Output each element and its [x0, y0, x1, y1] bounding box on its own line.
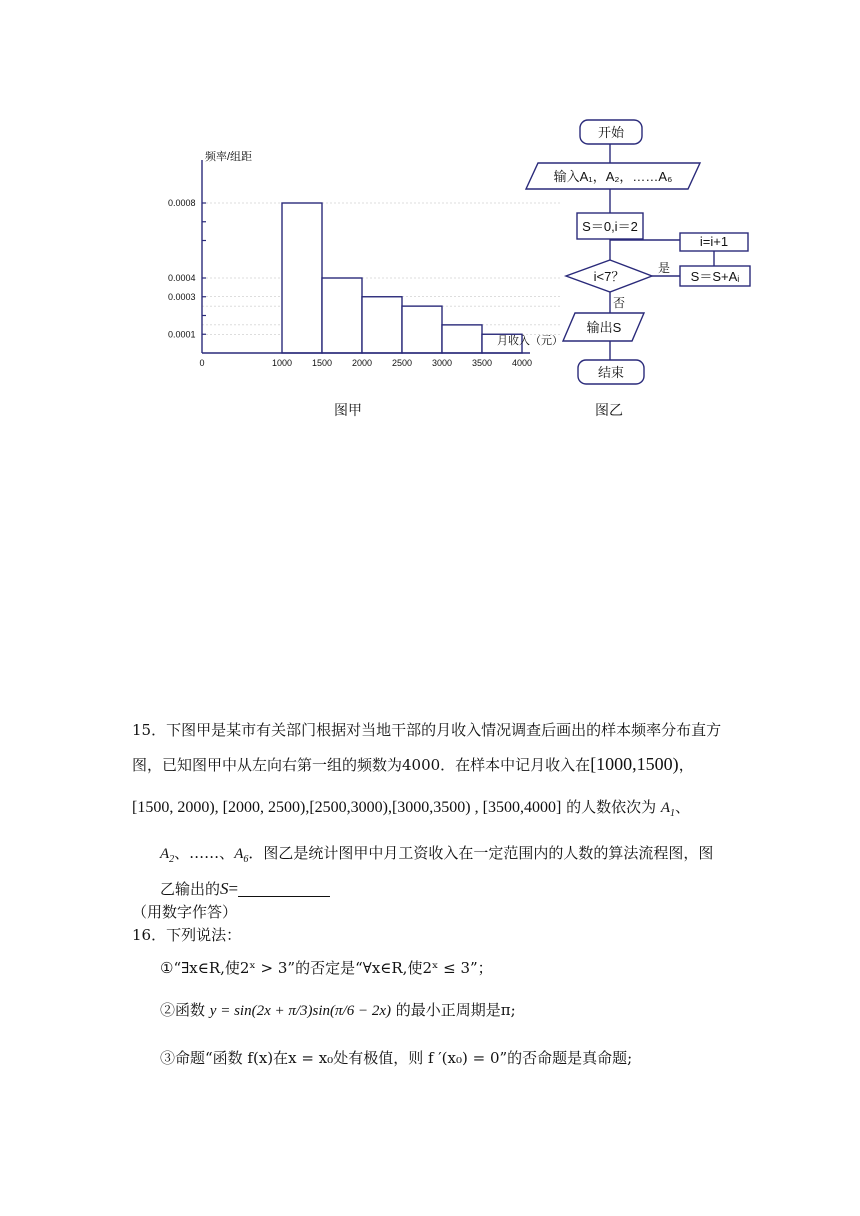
x-tick-label: 0	[199, 358, 205, 368]
q15-line2-text: 图，已知图甲中从左向右第一组的频数为4000．在样本中记月收入在	[132, 756, 591, 774]
q15-intervals: [1500, 2000), [2000, 2500),[2500,3000),[3000,3500) , [3500,4000]	[132, 799, 562, 816]
q15-equals: =	[228, 879, 239, 898]
q16-item2-post: 的最小正周期是π;	[395, 1001, 516, 1019]
flow-input-label: 输入A₁，A₂，……A₆	[553, 169, 673, 184]
flow-output-label: 输出S	[586, 320, 622, 335]
flow-init-label: S＝0,i＝2	[582, 219, 638, 234]
flowchart-caption: 图乙	[595, 403, 623, 419]
flow-start-label: 开始	[597, 125, 625, 140]
flow-end-label: 结束	[597, 365, 625, 380]
flow-accumulate-label: S＝S+Aᵢ	[690, 269, 740, 284]
y-axis-label: 频率/组距	[205, 151, 253, 163]
y-tick-label: 0.0004	[168, 273, 196, 283]
y-tick-label: 0.0001	[168, 329, 196, 340]
flow-condition-label: i<7？	[593, 269, 625, 284]
histogram-caption: 图甲	[334, 403, 362, 419]
q15-var-s: S	[220, 879, 229, 898]
q16-item1: ①“∃x∈R,使2ˣ > 3”的否定是“∀x∈R,使2ˣ ≤ 3”；	[160, 959, 493, 977]
q15-var-a1: $A_1$	[660, 800, 676, 819]
q15-line4	[160, 843, 713, 870]
flow-yes-label: 是	[658, 261, 671, 275]
x-tick-label: 1500	[311, 358, 333, 368]
q15-line5	[160, 879, 330, 899]
q15-line2-end: ，	[678, 756, 694, 774]
x-tick-label: 2500	[391, 358, 413, 368]
y-tick-label: 0.0003	[168, 291, 196, 302]
x-tick-label: 3500	[471, 358, 493, 368]
q16-item2-formula: y = sin(2x + π/3)sin(π/6 − 2x)	[209, 1003, 391, 1019]
q16-item2-pre: ②函数	[160, 1001, 206, 1019]
q15-line3-text: 的人数依次为	[566, 798, 657, 816]
q16-item3: ③命题“函数 f(x)在x = x₀处有极值，则 f ′(x₀) = 0”的否命题是真命题;	[160, 1049, 633, 1067]
q16-item2	[160, 1000, 516, 1021]
y-tick-label: 0.0008	[168, 198, 196, 208]
q15-line6: （用数字作答）	[132, 903, 238, 921]
q15-line4-text: ．图乙是统计图甲中月工资收入在一定范围内的人数的算法流程图，图	[248, 844, 714, 862]
q15-line3	[132, 797, 690, 824]
x-tick-label: 4000	[511, 358, 533, 368]
q15-line2	[132, 754, 694, 775]
flow-no-label: 否	[613, 296, 626, 310]
q15-line3-end: 、	[675, 798, 691, 816]
q15-dots: 、……、	[174, 844, 235, 862]
x-axis-label: 月收入（元）	[497, 335, 563, 347]
q15-answer-blank[interactable]	[238, 880, 330, 897]
q15-var-a2: $A_2$	[160, 846, 175, 865]
q15-var-a6: $A_6$	[234, 846, 249, 865]
x-tick-label: 1000	[271, 358, 293, 368]
flow-increment-label: i=i+1	[699, 234, 729, 249]
flowchart	[0, 0, 860, 440]
q15-line1: 15．下图甲是某市有关部门根据对当地干部的月收入情况调查后画出的样本频率分布直方	[132, 721, 722, 739]
q16-line1: 16．下列说法：	[132, 926, 242, 944]
x-tick-label: 3000	[431, 358, 453, 368]
q15-interval-1: [1000,1500)	[590, 754, 679, 774]
q15-line5-text: 乙输出的	[160, 880, 221, 898]
x-tick-label: 2000	[351, 358, 373, 368]
